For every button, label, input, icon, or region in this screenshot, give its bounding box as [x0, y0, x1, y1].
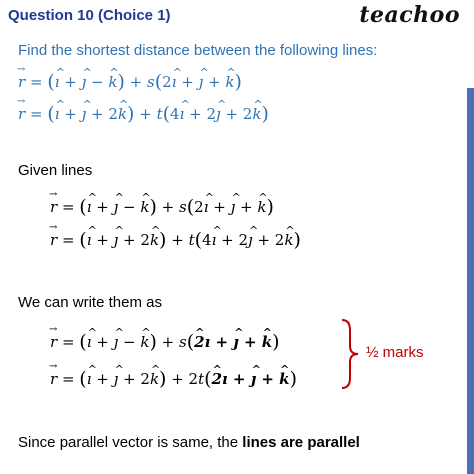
question-title: Question 10 (Choice 1) — [8, 7, 171, 24]
given-line-1: → r = (^ ı + ^ ȷ − ^ k) + s(2^ ı + ^ ȷ + ^ k) — [50, 195, 274, 217]
side-stripe — [467, 88, 474, 474]
rewrite-label: We can write them as — [18, 294, 162, 311]
marks-annotation: ½ marks — [366, 344, 424, 361]
given-line-2: → r = (^ ı + ^ ȷ + 2^ k) + t(4^ ı + 2^ ȷ + 2^ k) — [50, 228, 301, 250]
rewrite-line-1: → r = (^ ı + ^ ȷ − ^ k) + s(^ 2ı + ^ ȷ + ^ k) — [50, 330, 280, 352]
question-line-2: → r = (^ ı + ^ ȷ + 2^ k) + t(4^ ı + 2^ ȷ + 2^ k) — [18, 102, 269, 124]
conclusion-text: Since parallel vector is same, the — [18, 434, 243, 451]
right-brace — [338, 318, 362, 390]
conclusion — [18, 434, 360, 451]
header — [0, 0, 474, 36]
teachoo-logo: teachoo — [359, 2, 460, 28]
conclusion-bold: lines are parallel — [242, 434, 360, 451]
question-line-1: → r = (^ ı + ^ ȷ − ^ k) + s(2^ ı + ^ ȷ + ^ k) — [18, 70, 242, 92]
question-prompt: Find the shortest distance between the following lines: — [18, 42, 378, 59]
given-lines-label: Given lines — [18, 162, 93, 179]
rewrite-line-2: → r = (^ ı + ^ ȷ + 2^ k) + 2t(^ 2ı + ^ ȷ + ^ k) — [50, 367, 297, 389]
